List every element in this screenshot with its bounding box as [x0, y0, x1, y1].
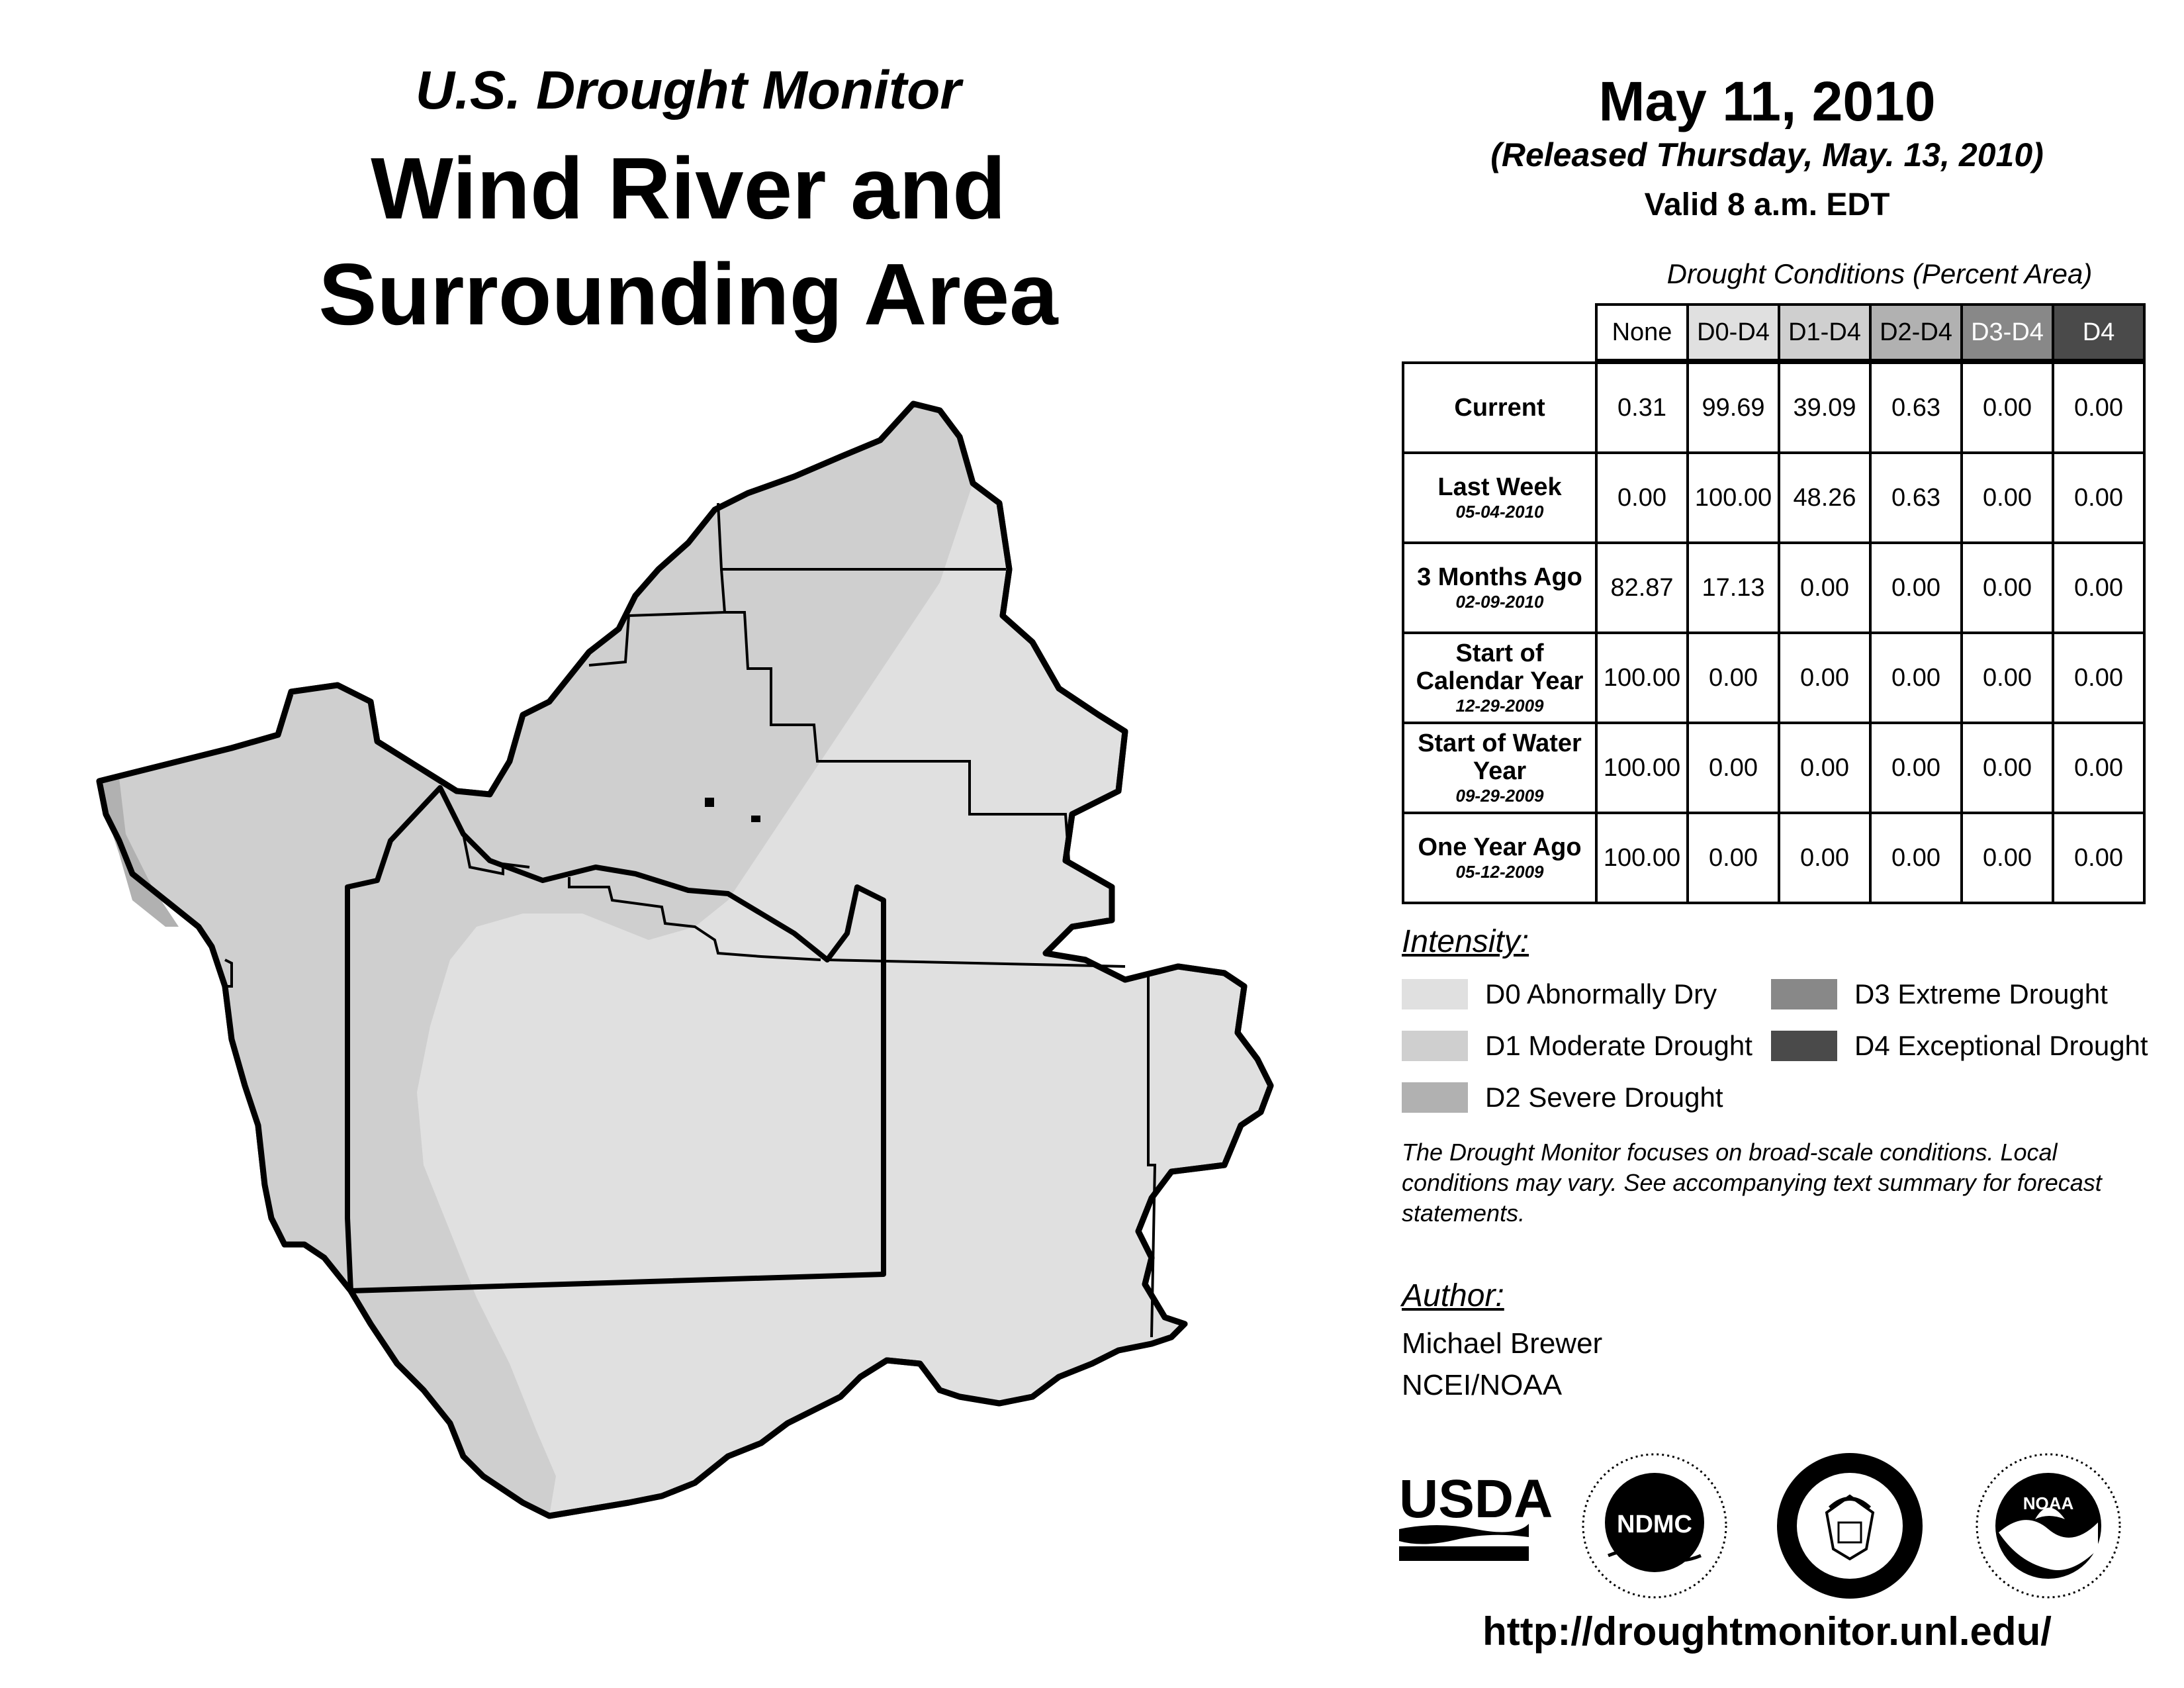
table-cell: 0.00 [1962, 813, 2053, 903]
legend-item-d4 [1771, 1030, 2148, 1062]
table-cell: 0.00 [1870, 633, 1962, 723]
table-cell: 0.00 [2053, 363, 2144, 453]
release-date: (Released Thursday, May. 13, 2010) [1490, 136, 2044, 173]
noaa-logo [1972, 1450, 2124, 1602]
table-cell: 100.00 [1596, 813, 1688, 903]
table-cell: 0.00 [1779, 723, 1870, 813]
table-cell: 17.13 [1688, 543, 1779, 633]
table-row [1403, 543, 2144, 633]
author-heading: Author: [1402, 1278, 1504, 1313]
table-cell: 0.00 [1688, 723, 1779, 813]
table-cell: 0.00 [1596, 453, 1688, 543]
table-column-header: None [1596, 305, 1688, 360]
table-cell: 100.00 [1596, 723, 1688, 813]
table-column-header: D0-D4 [1688, 305, 1779, 360]
table-row-label [1403, 363, 1596, 453]
table-column-header: D1-D4 [1779, 305, 1870, 360]
table-cell: 0.00 [2053, 723, 2144, 813]
lake-marker [751, 816, 760, 822]
legend-item-d3 [1771, 978, 2108, 1010]
table-row-label [1403, 633, 1596, 723]
doc-seal [1774, 1450, 1926, 1602]
table-row-label-text: 3 Months Ago [1417, 563, 1582, 591]
table-column-header: D4 [2053, 305, 2144, 360]
legend-swatch-d0 [1402, 979, 1468, 1009]
table-row-date: 09-29-2009 [1455, 786, 1544, 806]
table-row-label-text: One Year Ago [1418, 833, 1582, 861]
table-caption: Drought Conditions (Percent Area) [1666, 258, 2093, 289]
table-cell: 0.00 [1962, 633, 2053, 723]
table-column-header: D3-D4 [1962, 305, 2053, 360]
table-cell: 0.00 [1870, 723, 1962, 813]
map-title-line2: Surrounding Area [318, 246, 1058, 343]
table-cell: 0.00 [2053, 633, 2144, 723]
table-cell: 48.26 [1779, 453, 1870, 543]
usda-logo [1396, 1463, 1553, 1569]
table-column-header: D2-D4 [1870, 305, 1962, 360]
legend-swatch-d3 [1771, 979, 1837, 1009]
table-cell: 0.00 [2053, 543, 2144, 633]
legend-swatch-d2 [1402, 1082, 1468, 1113]
table-cell: 99.69 [1688, 363, 1779, 453]
table-row [1403, 363, 2144, 453]
author-name: Michael Brewer [1402, 1327, 1603, 1360]
legend-swatch-d4 [1771, 1031, 1837, 1061]
legend-swatch-d1 [1402, 1031, 1468, 1061]
table-row-label [1403, 543, 1596, 633]
table-header-row [1403, 305, 2144, 360]
legend-title: Intensity: [1402, 924, 1529, 959]
usda-logo-text: USDA [1399, 1469, 1553, 1529]
table-row [1403, 453, 2144, 543]
table-cell: 0.00 [1870, 813, 1962, 903]
table-row-label-text: Start of Calendar Year [1416, 639, 1584, 695]
lake-marker [705, 798, 714, 807]
table-cell: 82.87 [1596, 543, 1688, 633]
ndmc-logo [1578, 1450, 1731, 1602]
legend-label-d0: D0 Abnormally Dry [1485, 978, 1717, 1009]
table-cell: 0.00 [1962, 363, 2053, 453]
table-cell: 0.00 [1962, 543, 2053, 633]
table-row-label-text: Start of Water Year [1418, 729, 1582, 785]
table-cell: 0.00 [1962, 723, 2053, 813]
table-cell: 100.00 [1688, 453, 1779, 543]
table-cell: 0.00 [1779, 633, 1870, 723]
table-cell: 0.63 [1870, 363, 1962, 453]
legend-item-d2 [1402, 1082, 1723, 1113]
legend-item-d1 [1402, 1030, 1752, 1062]
table-cell: 0.31 [1596, 363, 1688, 453]
legend-label-d3: D3 Extreme Drought [1854, 978, 2108, 1009]
table-cell: 0.00 [2053, 453, 2144, 543]
table-cell: 0.00 [1688, 813, 1779, 903]
legend-label-d2: D2 Severe Drought [1485, 1082, 1723, 1113]
noaa-logo-text: NOAA [2023, 1493, 2074, 1513]
table-row [1403, 813, 2144, 903]
table-cell: 100.00 [1596, 633, 1688, 723]
author-organization: NCEI/NOAA [1402, 1369, 1563, 1401]
drought-conditions-table [1402, 303, 2146, 904]
legend-label-d1: D1 Moderate Drought [1485, 1030, 1752, 1061]
table-cell: 0.00 [1870, 543, 1962, 633]
table-row-label [1403, 453, 1596, 543]
table-header-blank [1403, 305, 1596, 360]
table-row-date: 05-04-2010 [1455, 502, 1544, 522]
table-row-date: 05-12-2009 [1455, 862, 1544, 882]
table-cell: 0.63 [1870, 453, 1962, 543]
legend-item-d0 [1402, 978, 1717, 1010]
valid-time: Valid 8 a.m. EDT [1644, 187, 1890, 222]
table-cell: 0.00 [1779, 813, 1870, 903]
legend-label-d4: D4 Exceptional Drought [1854, 1030, 2148, 1061]
website-url[interactable]: http://droughtmonitor.unl.edu/ [1482, 1609, 2052, 1654]
table-cell: 0.00 [1962, 453, 2053, 543]
table-row-date: 02-09-2010 [1455, 592, 1544, 612]
disclaimer-note: The Drought Monitor focuses on broad-scale conditions. Local conditions may vary. See accompanying text summary for forecast statements. [1402, 1139, 2102, 1227]
table-cell: 39.09 [1779, 363, 1870, 453]
table-cell: 0.00 [1688, 633, 1779, 723]
table-row [1403, 633, 2144, 723]
map-date: May 11, 2010 [1598, 70, 1936, 132]
map-title-line1: Wind River and [371, 140, 1006, 237]
table-row-date: 12-29-2009 [1455, 696, 1544, 716]
table-row-label [1403, 813, 1596, 903]
subtitle: U.S. Drought Monitor [415, 60, 962, 120]
table-row [1403, 723, 2144, 813]
table-row-label [1403, 723, 1596, 813]
table-cell: 0.00 [1779, 543, 1870, 633]
table-row-label-text: Current [1454, 394, 1545, 422]
table-row-label-text: Last Week [1437, 473, 1562, 501]
table-cell: 0.00 [2053, 813, 2144, 903]
ndmc-logo-text: NDMC [1617, 1511, 1692, 1538]
